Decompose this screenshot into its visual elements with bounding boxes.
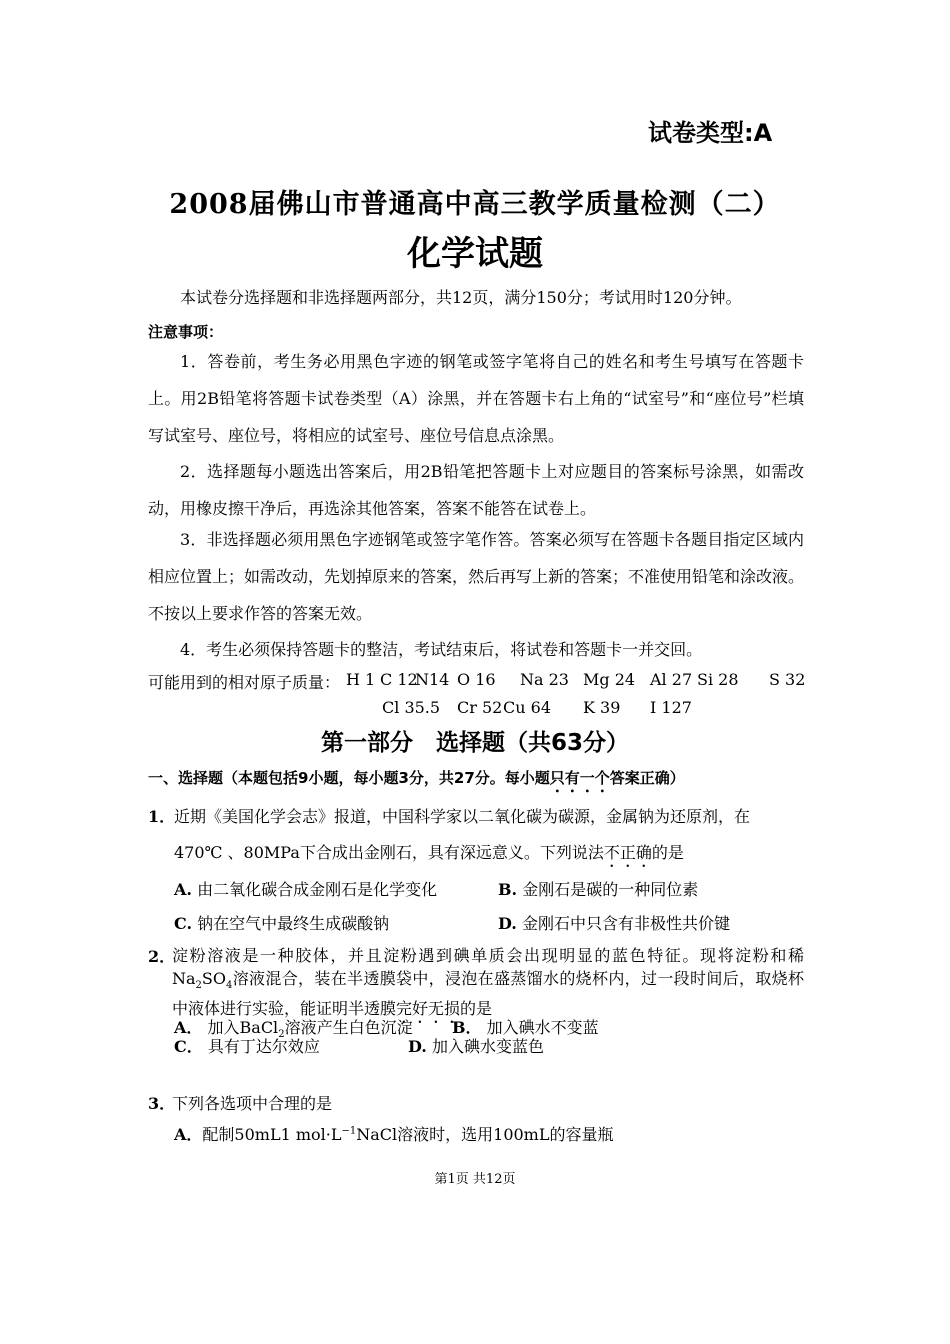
atomic-mass-cu: Cu 64 <box>503 698 551 717</box>
q1-option-d[interactable] <box>498 911 730 934</box>
q3-option-a-text-a: 配制50mL1 mol·L <box>202 1125 342 1144</box>
q2-option-a-text-a: 加入BaCl <box>207 1018 279 1037</box>
q1-stem-emphasis: 不正确 <box>603 843 652 862</box>
atomic-mass-s: S 32 <box>769 670 806 689</box>
q1-option-a-text: 由二氧化碳合成金刚石是化学变化 <box>197 880 438 899</box>
q2-stem-d: 溶液混合，装在半透膜袋中，浸泡在盛蒸馏水的烧杯内，过一段时间后，取烧杯中液体进行实验，能证明半透膜 <box>172 969 804 1019</box>
notice-item-2-text: 2．选择题每小题选出答案后，用2B铅笔把答题卡上对应题目的答案标号涂黑，如需改动，用橡皮擦干净后，再选涂其他答案，答案不能答在试卷上。 <box>148 462 804 518</box>
q2-option-c[interactable] <box>174 1034 320 1057</box>
notice-item-1-text: 1．答卷前，考生务必用黑色字迹的钢笔或签字笔将自己的姓名和考生号填写在答题卡上。用2B铅笔将答题卡试卷类型（A）涂黑，并在答题卡右上角的“试室号”和“座位号”栏填写试室号、座位号，将相应的试室号、座位号信息点涂黑。 <box>148 352 804 445</box>
section-heading-suffix: 答案正确） <box>609 769 685 787</box>
notice-item-4 <box>148 631 804 668</box>
q3-option-a-label: A． <box>174 1125 203 1144</box>
atomic-mass-al: Al 27 <box>650 670 693 689</box>
q3-number: 3． <box>148 1094 176 1113</box>
q1-option-c-label: C. <box>174 914 193 933</box>
atomic-mass-c: C 12 <box>380 670 418 689</box>
q3-stem: 下列各选项中合理的是 <box>172 1094 333 1113</box>
q1-option-d-label: D. <box>498 914 517 933</box>
q2-stem-b: Na <box>172 969 196 988</box>
q1-option-d-text: 金刚石中只含有非极性共价键 <box>521 914 730 933</box>
q2-option-b-text: 加入碘水不变蓝 <box>486 1018 599 1037</box>
q2-number: 2． <box>148 947 176 966</box>
notice-heading: 注意事项： <box>148 323 224 341</box>
q1-stem-line2-prefix: 470℃ 、80MPa下合成出金刚石，具有深远意义。下列说法 <box>174 843 604 862</box>
q1-stem-line2 <box>174 840 684 871</box>
notice-item-3 <box>148 521 804 632</box>
q2-stem-c: SO <box>201 969 226 988</box>
intro-text: 本试卷分选择题和非选择题两部分，共12页，满分150分；考试用时120分钟。 <box>180 288 742 307</box>
q1-stem-line2-suffix: 的是 <box>651 843 684 862</box>
q2-stem-a: 淀粉溶液是一种胶体，并且淀粉遇到碘单质会出现明显的蓝色特征。现将淀粉和稀 <box>172 946 804 965</box>
q1-stem-line1: 近期《美国化学会志》报道，中国科学家以二氧化碳为碳源，金属钠为还原剂，在 <box>174 807 751 826</box>
q2-option-b-label: B． <box>452 1018 482 1037</box>
q2-stem-sub1: 2 <box>195 980 202 992</box>
atomic-mass-h: H 1 <box>346 670 376 689</box>
atomic-mass-o: O 16 <box>457 670 496 689</box>
q1-option-b-text: 金刚石是碳的一种同位素 <box>522 880 699 899</box>
exam-title: 2008届佛山市普通高中高三教学质量检测（二） <box>169 189 781 220</box>
atomic-mass-i: I 127 <box>650 698 692 717</box>
q2-option-a-text-b: 溶液产生白色沉淀 <box>284 1018 413 1037</box>
q2-stem-e: 的是 <box>460 999 493 1019</box>
paper-type-label: 试卷类型:A <box>648 119 773 147</box>
q2-stem-emphasis: 完好无损 <box>396 999 461 1019</box>
atomic-mass-k: K 39 <box>583 698 621 717</box>
q3-option-a-sup: −1 <box>341 1125 357 1137</box>
q1-option-c[interactable] <box>174 911 389 934</box>
q1-option-b-label: B. <box>498 880 518 899</box>
q2-option-d-text: 加入碘水变蓝色 <box>431 1037 544 1056</box>
atomic-mass-si: Si 28 <box>697 670 739 689</box>
q2-option-d[interactable] <box>408 1034 544 1057</box>
q2-stem-sub2: 4 <box>226 980 233 992</box>
q1-option-a[interactable] <box>174 877 437 900</box>
atomic-mass-na: Na 23 <box>520 670 569 689</box>
subject-title: 化学试题 <box>407 234 543 274</box>
atomic-mass-label: 可能用到的相对原子质量： <box>148 673 341 692</box>
q1-option-b[interactable] <box>498 877 698 900</box>
section-heading-emphasis: 只有一个 <box>549 769 610 787</box>
atomic-mass-n: N14 <box>415 670 450 689</box>
section-heading <box>148 767 685 796</box>
q2-option-c-label: C． <box>174 1037 203 1056</box>
section-heading-prefix: 一、选择题（本题包括9小题，每小题3分，共27分。每小题 <box>148 769 550 787</box>
notice-item-2 <box>148 453 804 527</box>
q2-option-a-label: A． <box>174 1018 203 1037</box>
q3-option-a[interactable] <box>174 1122 613 1145</box>
atomic-mass-mg: Mg 24 <box>583 670 636 689</box>
notice-item-1 <box>148 343 804 454</box>
q1-option-a-label: A. <box>174 880 192 899</box>
atomic-mass-cl: Cl 35.5 <box>382 698 441 717</box>
q2-option-d-label: D. <box>408 1037 427 1056</box>
notice-item-3-text: 3．非选择题必须用黑色字迹钢笔或签字笔作答。答案必须写在答题卡各题目指定区域内相应位置上；如需改动，先划掉原来的答案，然后再写上新的答案；不准使用铅笔和涂改液。不按以上要求作答的答案无效。 <box>148 530 805 623</box>
q1-option-c-text: 钠在空气中最终生成碳酸钠 <box>197 914 390 933</box>
page-footer: 第1页 共12页 <box>434 1172 516 1187</box>
part1-title: 第一部分 选择题（共63分） <box>320 730 629 756</box>
q1-number: 1． <box>148 807 176 826</box>
q3-option-a-text-b: NaCl溶液时，选用100mL的容量瓶 <box>356 1125 614 1144</box>
q2-option-a-sub: 2 <box>278 1029 285 1041</box>
q2-option-c-text: 具有丁达尔效应 <box>207 1037 320 1056</box>
notice-item-4-text: 4．考生必须保持答题卡的整洁，考试结束后，将试卷和答题卡一并交回。 <box>180 640 703 659</box>
atomic-mass-cr: Cr 52 <box>457 698 503 717</box>
